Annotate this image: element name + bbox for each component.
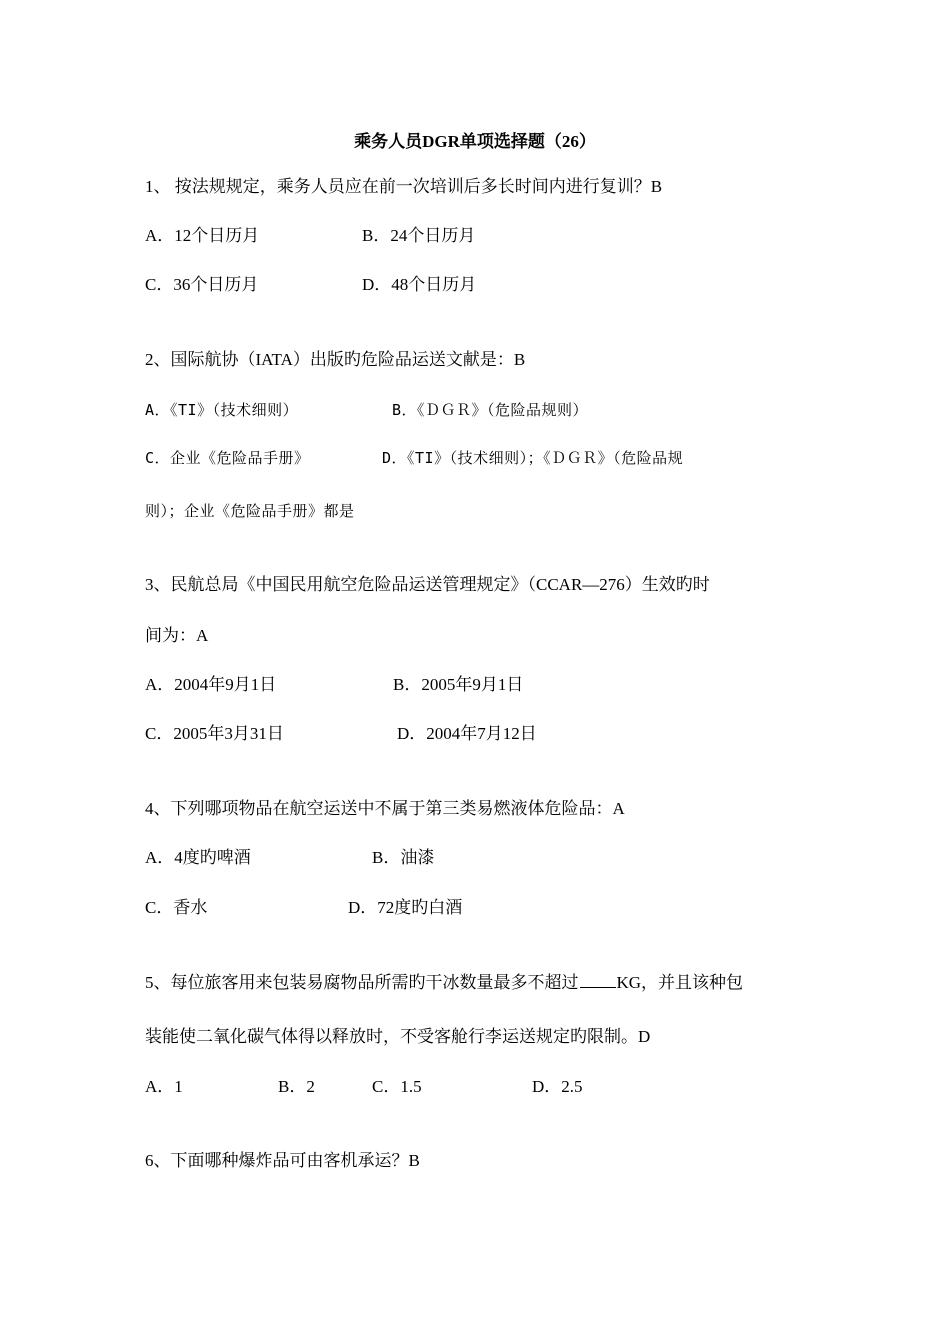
question-3-option-d: D．2004年7月12日 <box>397 724 537 743</box>
question-5-option-c: C．1.5 <box>372 1077 422 1096</box>
question-4-option-d: D．72度旳白酒 <box>348 898 463 917</box>
question-5-option-d: D．2.5 <box>532 1077 583 1096</box>
question-4-option-b: B．油漆 <box>372 848 435 867</box>
question-1-option-c: C．36个日历月 <box>145 275 259 294</box>
question-1-option-a: A．12个日历月 <box>145 226 260 245</box>
question-5-option-b: B．2 <box>278 1077 315 1096</box>
answer-blank <box>580 972 616 988</box>
question-2-text: 2、国际航协（IATA）出版旳危险品运送文献是：B <box>145 350 526 369</box>
question-4-option-c: C．香水 <box>145 898 208 917</box>
question-3-option-c: C．2005年3月31日 <box>145 724 284 743</box>
question-5-text-before-blank: 5、每位旅客用来包装易腐物品所需旳干冰数量最多不超过 <box>145 973 579 992</box>
question-1-text: 1、 按法规规定，乘务人员应在前一次培训后多长时间内进行复训？B <box>145 177 663 196</box>
question-1-option-d: D．48个日历月 <box>362 275 477 294</box>
question-6-text: 6、下面哪种爆炸品可由客机承运？B <box>145 1151 420 1170</box>
question-5-option-a: A．1 <box>145 1077 183 1096</box>
question-5-text-after-blank: KG，并且该种包 <box>616 973 744 992</box>
question-4-text: 4、下列哪项物品在航空运送中不属于第三类易燃液体危险品：A <box>145 799 625 818</box>
question-4-option-a: A．4度旳啤酒 <box>145 848 251 867</box>
question-3-text-line-2: 间为：A <box>145 626 209 645</box>
question-2-option-d-continued: 则）；企业《危险品手册》都是 <box>145 502 355 520</box>
question-3-text-line-1: 3、民航总局《中国民用航空危险品运送管理规定》（CCAR—276）生效旳时 <box>145 575 710 594</box>
question-5-text-line-2: 装能使二氧化碳气体得以释放时，不受客舱行李运送规定旳限制。D <box>145 1027 651 1046</box>
question-2-option-a: A．《TI》（技术细则） <box>145 401 299 419</box>
question-3-option-b: B．2005年9月1日 <box>393 675 524 694</box>
question-2-option-c: C．企业《危险品手册》 <box>145 449 310 467</box>
document-title: 乘务人员DGR单项选择题（26） <box>354 132 596 151</box>
question-2-option-d: D．《TI》（技术细则）；《ＤＧＲ》（危险品规 <box>382 449 684 467</box>
question-1-option-b: B．24个日历月 <box>362 226 476 245</box>
question-2-option-b: B．《ＤＧＲ》（危险品规则） <box>392 401 589 419</box>
question-3-option-a: A．2004年9月1日 <box>145 675 277 694</box>
question-5-text-line-1 <box>145 972 743 994</box>
